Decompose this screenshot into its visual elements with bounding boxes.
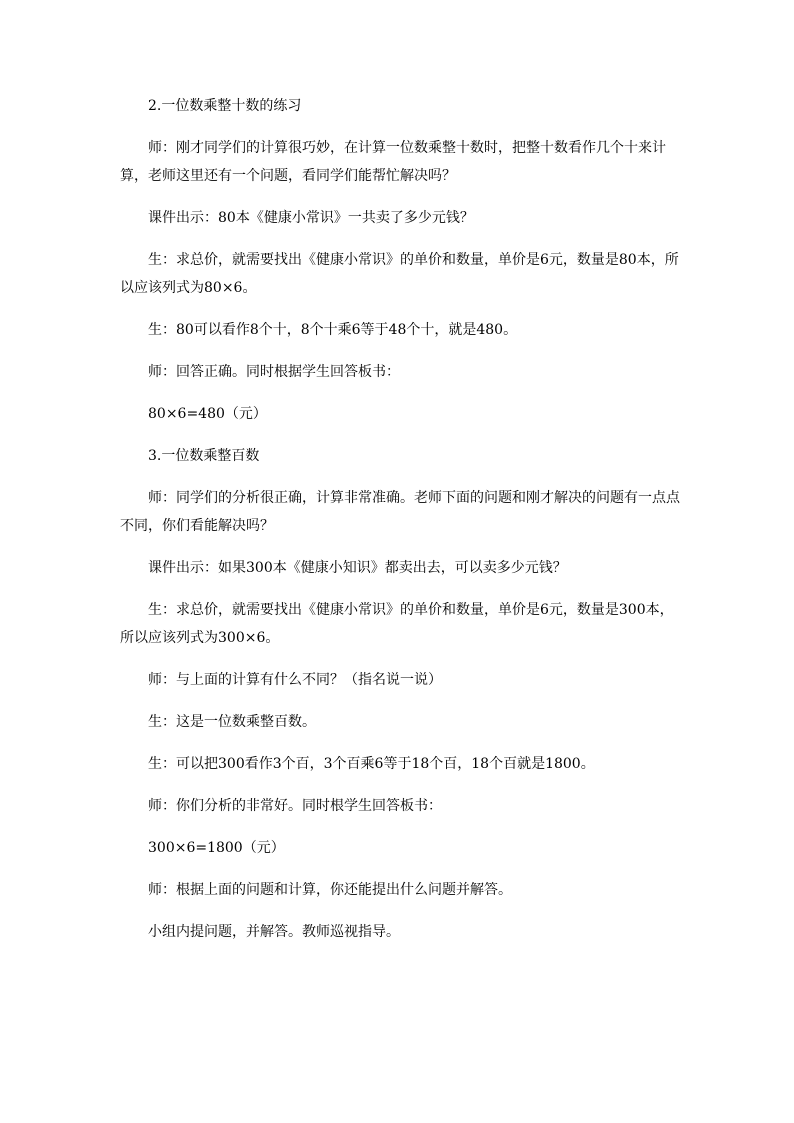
equation: 300×6=1800（元） (148, 840, 285, 856)
paragraph: 课件出示：80本《健康小常识》一共卖了多少元钱？ (148, 210, 474, 226)
equation: 80×6=480（元） (148, 406, 267, 422)
paragraph: 生：这是一位数乘整百数。 (148, 714, 316, 730)
paragraph: 生：可以把300看作3个百，3个百乘6等于18个百，18个百就是1800。 (148, 756, 595, 772)
paragraph: 课件出示：如果300本《健康小知识》都卖出去，可以卖多少元钱？ (148, 560, 567, 576)
section-heading-3: 3.一位数乘整百数 (148, 448, 260, 464)
paragraph: 师：刚才同学们的计算很巧妙，在计算一位数乘整十数时，把整十数看作几个十来计算，老师这里还有一个问题，看同学们能帮忙解决吗？ (120, 140, 666, 184)
paragraph: 生：求总价，就需要找出《健康小常识》的单价和数量，单价是6元，数量是300本，所以应该列式为300×6。 (120, 602, 674, 646)
document-body (120, 92, 680, 960)
paragraph: 生：80可以看作8个十，8个十乘6等于48个十，就是480。 (148, 322, 518, 338)
paragraph: 师：回答正确。同时根据学生回答板书： (148, 364, 400, 380)
paragraph: 生：求总价，就需要找出《健康小常识》的单价和数量，单价是6元，数量是80本，所以应该列式为80×6。 (120, 252, 679, 296)
paragraph: 师：同学们的分析很正确，计算非常准确。老师下面的问题和刚才解决的问题有一点点不同，你们看能解决吗？ (120, 490, 680, 534)
paragraph: 小组内提问题，并解答。教师巡视指导。 (148, 924, 400, 940)
paragraph: 师：你们分析的非常好。同时根学生回答板书： (148, 798, 442, 814)
paragraph: 师：与上面的计算有什么不同？（指名说一说） (148, 672, 442, 688)
section-heading-2: 2.一位数乘整十数的练习 (148, 98, 302, 114)
paragraph: 师：根据上面的问题和计算，你还能提出什么问题并解答。 (148, 882, 512, 898)
